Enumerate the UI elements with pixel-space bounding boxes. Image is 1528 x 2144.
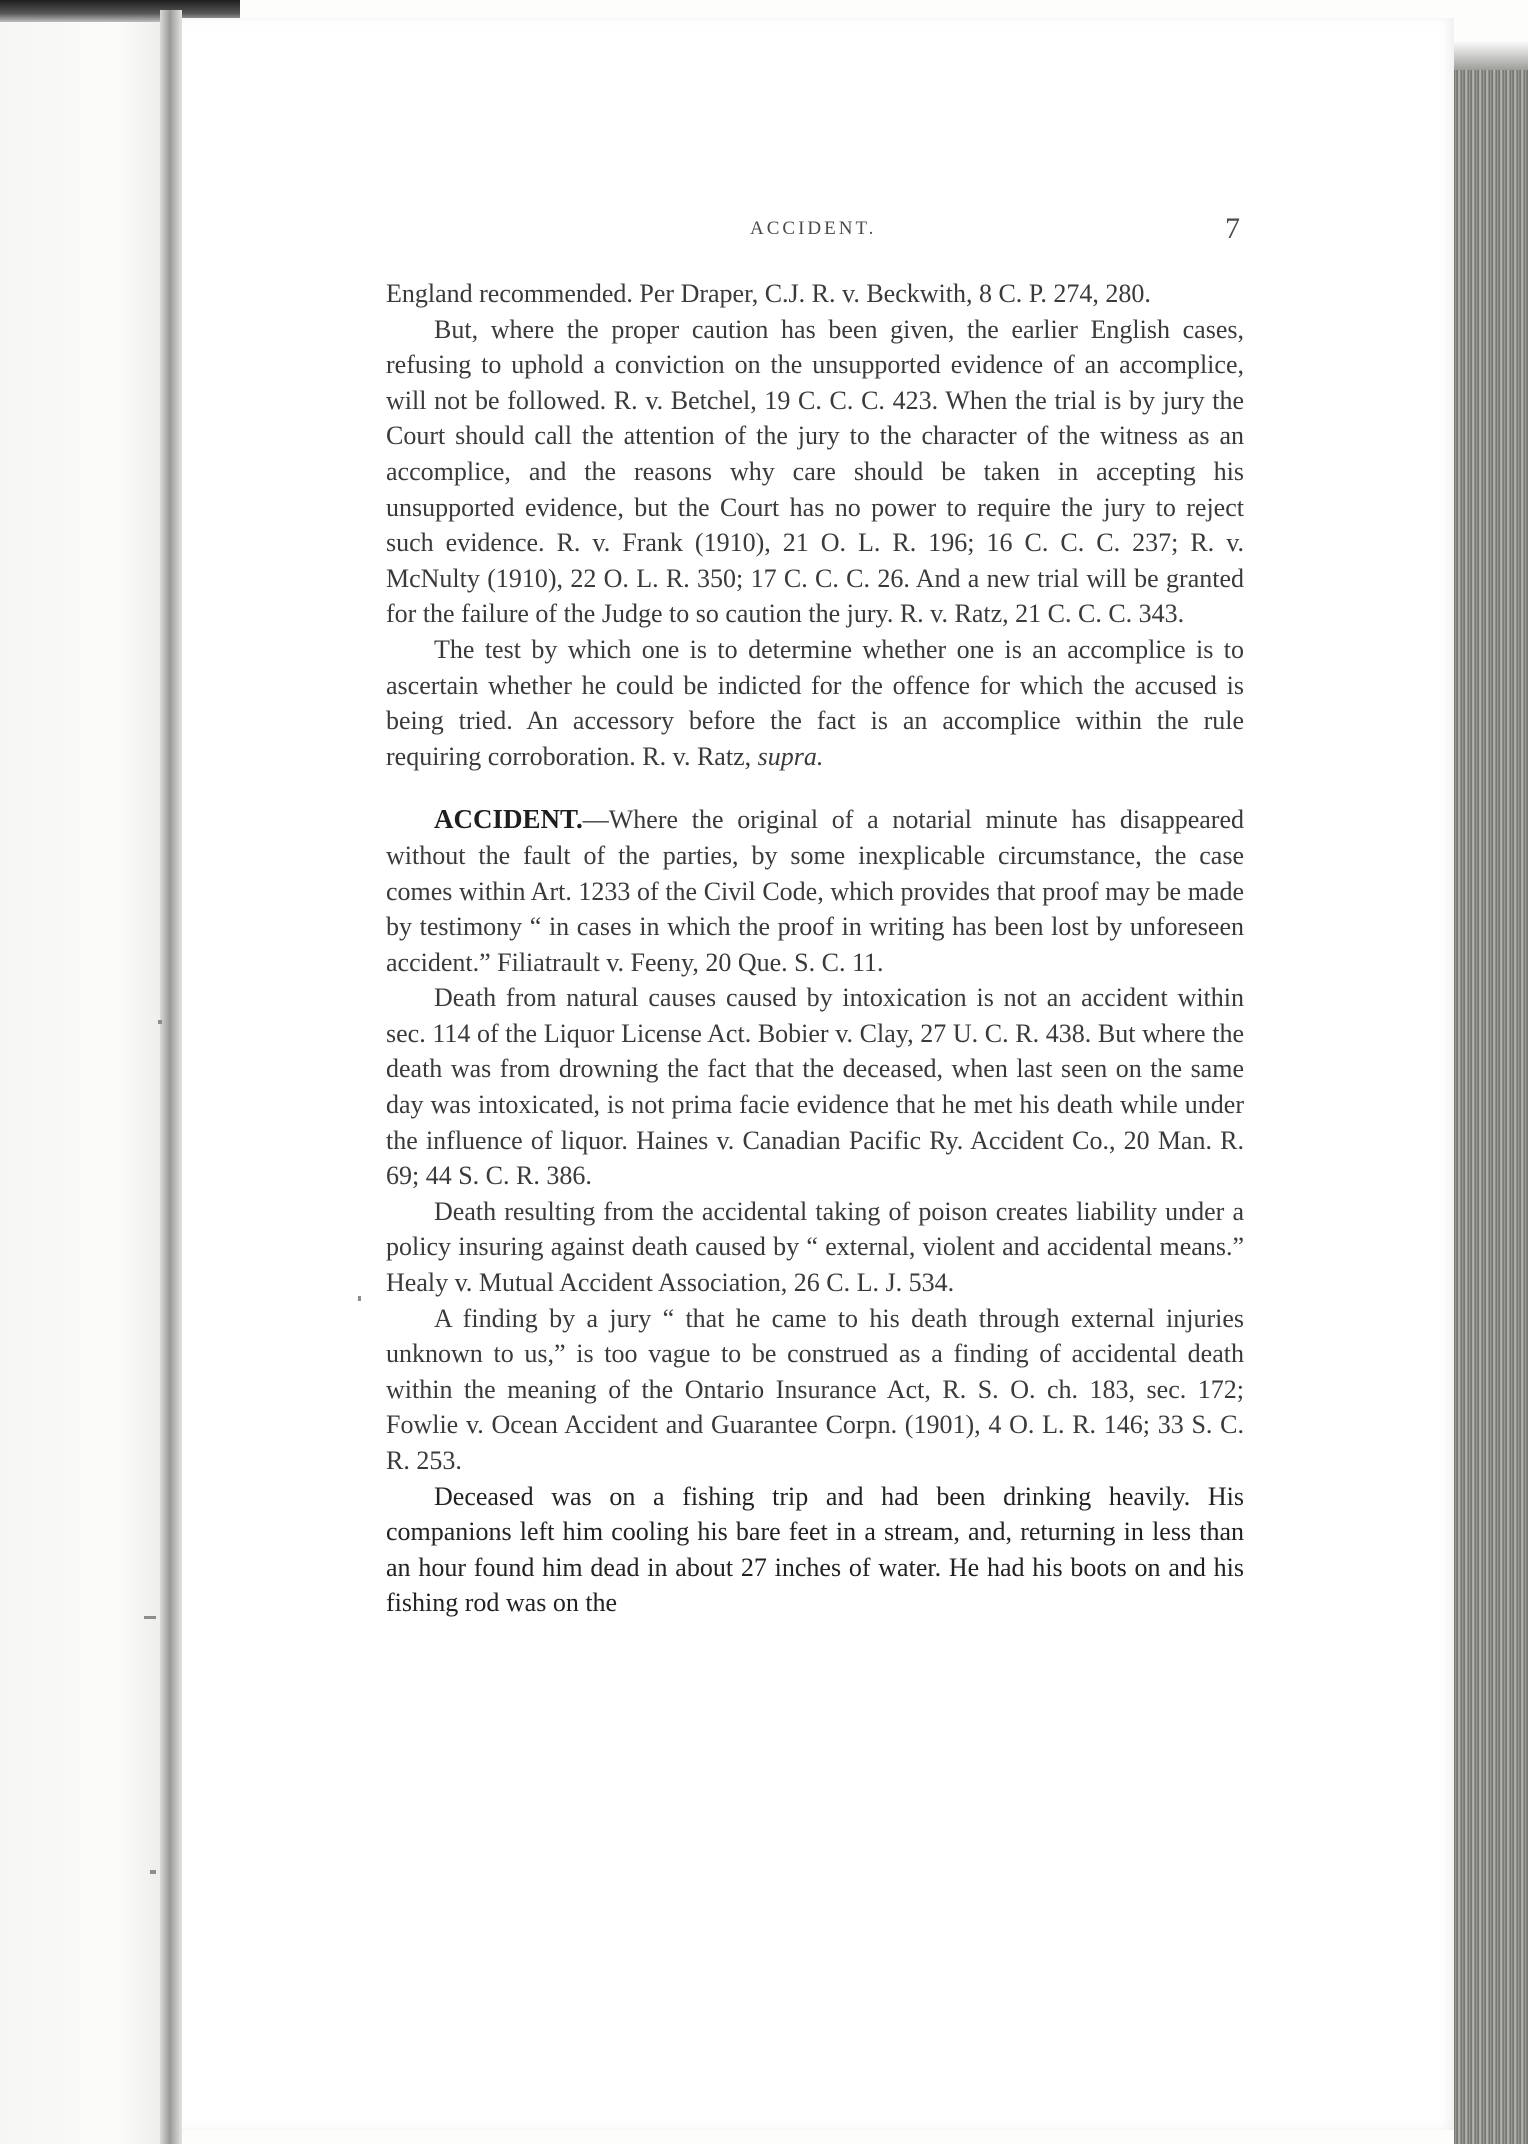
paragraph: Deceased was on a fishing trip and had been drinking heavily. His companions left him cooling his bare feet in a stream, and, returning in less than an hour found him dead in about 27 inches of water. He had his boots on and his fishing rod was on the: [386, 1481, 1244, 1618]
page-number: 7: [1225, 212, 1240, 245]
margin-mark: [358, 1296, 361, 1301]
running-head-title: ACCIDENT.: [750, 218, 877, 239]
paragraph: England recommended. Per Draper, C.J. R. v. Beckwith, 8 C. P. 274, 280.: [386, 279, 1151, 308]
body-text: [386, 276, 1244, 1621]
section-entry: [386, 802, 1244, 980]
facing-page-edge: [0, 22, 168, 2144]
paragraph-text: The test by which one is to determine whether one is an accomplice is to ascertain whether he could be indicted for the offence for which the accused is being tried. An accessory before the fact is an accomplice within the rule requiring corroboration. R. v. Ratz,: [386, 634, 1244, 771]
section-heading: ACCIDENT.: [434, 804, 583, 835]
paragraph: Death resulting from the accidental taking of poison creates liability under a policy insuring against death caused by “ external, violent and accidental means.” Healy v. Mutual Accident Association, 26 C. L. J. 534.: [386, 1196, 1244, 1298]
paragraph: [386, 632, 1244, 774]
paragraph: But, where the proper caution has been given, the earlier English cases, refusing to uphold a conviction on the unsupported evidence of an accomplice, will not be followed. R. v. Betchel, 19 C. C. C. 423. When the trial is by jury the Court should call the attention of the jury to the character of the witness as an accomplice, and the reasons why care should be taken in accepting his unsupported evidence, but the Court has no power to require the jury to reject such evidence. R. v. Frank (1910), 21 O. L. R. 196; 16 C. C. C. 237; R. v. McNulty (1910), 22 O. L. R. 350; 17 C. C. C. 26. And a new trial will be granted for the failure of the Judge to so caution the jury. R. v. Ratz, 21 C. C. C. 343.: [386, 314, 1244, 629]
italic-citation: supra.: [757, 741, 824, 771]
margin-mark: [150, 1870, 156, 1874]
paragraph: Death from natural causes caused by intoxication is not an accident within sec. 114 of the Liquor License Act. Bobier v. Clay, 27 U. C. R. 438. But where the death was from drowning the fact that the deceased, when last seen on the same day was intoxicated, is not prima facie evidence that he met his death while under the influence of liquor. Haines v. Canadian Pacific Ry. Accident Co., 20 Man. R. 69; 44 S. C. R. 386.: [386, 983, 1244, 1191]
section-intro: —Where the original of a notarial minute has disappeared without the fault of the parties, by some inexplicable circumstance, the case comes within Art. 1233 of the Civil Code, which provides that proof may be made by testimony “ in cases in which the proof in writing has been lost by unforeseen accident.” Filiatrault v. Feeny, 20 Que. S. C. 11.: [386, 805, 1244, 977]
running-head: [386, 212, 1244, 258]
page-block-edges: [1454, 70, 1528, 2144]
margin-mark: [144, 1616, 156, 1619]
margin-mark: [158, 1020, 162, 1024]
book-gutter: [160, 10, 182, 2144]
paragraph: A finding by a jury “ that he came to his death through external injuries unknown to us,” is too vague to be construed as a finding of accidental death within the meaning of the Ontario Insurance Act, R. S. O. ch. 183, sec. 172; Fowlie v. Ocean Accident and Guarantee Corpn. (1901), 4 O. L. R. 146; 33 S. C. R. 253.: [386, 1303, 1244, 1475]
